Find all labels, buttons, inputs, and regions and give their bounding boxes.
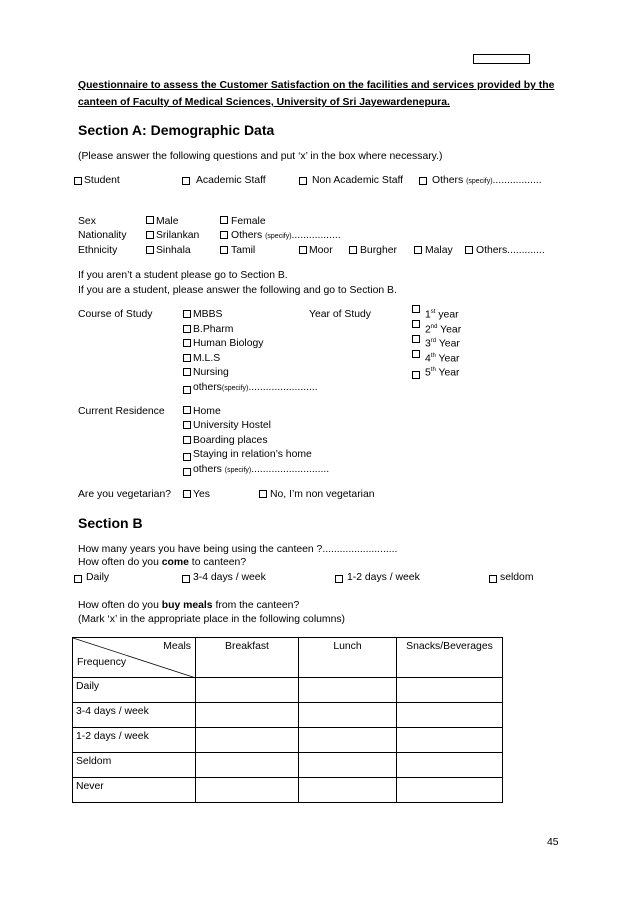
residence-others [193,464,329,475]
table-corner-cell [73,638,196,678]
page-number: 45 [547,837,559,848]
sex-female-checkbox[interactable] [220,216,228,224]
cell-12-lunch[interactable] [299,728,397,753]
sex-male-label: Male [156,216,179,227]
table-row [73,753,503,778]
course-mbbs-checkbox[interactable] [183,310,191,318]
course-nursing-label: Nursing [193,367,229,378]
cell-never-lunch[interactable] [299,778,397,803]
year-2-label: 2nd Year [425,324,462,336]
course-others-specify: (specify) [221,385,249,392]
course-humanbio-label: Human Biology [193,338,264,349]
veg-yes-label: Yes [193,489,210,500]
residence-home-checkbox[interactable] [183,406,191,414]
nationality-others [231,230,341,241]
cell-seldom-breakfast[interactable] [196,753,299,778]
sex-female-label: Female [231,216,266,227]
cell-34-lunch[interactable] [299,703,397,728]
ethnicity-label: Ethnicity [78,245,118,256]
role-student-label: Student [84,175,120,186]
cell-12-breakfast[interactable] [196,728,299,753]
corner-frequency-label: Frequency [77,657,127,668]
course-bpharm-checkbox[interactable] [183,325,191,333]
nationality-srilankan-label: Srilankan [156,230,200,241]
residence-home-label: Home [193,406,221,417]
course-nursing-checkbox[interactable] [183,368,191,376]
id-box[interactable] [473,54,530,64]
veg-no-checkbox[interactable] [259,490,267,498]
year-5-label: 5th Year [425,367,460,379]
title-line-2: canteen of Faculty of Medical Sciences, University of Sri Jayewardenepura. [78,97,450,108]
cell-seldom-snacks[interactable] [397,753,503,778]
come-daily-checkbox[interactable] [74,575,82,583]
section-a-instruction: (Please answer the following questions and put ‘x’ in the box where necessary.) [78,151,443,162]
come-34-checkbox[interactable] [182,575,190,583]
cell-34-snacks[interactable] [397,703,503,728]
ethnicity-moor-checkbox[interactable] [299,246,307,254]
ethnicity-moor-label: Moor [309,245,333,256]
sex-label: Sex [78,216,96,227]
cell-seldom-lunch[interactable] [299,753,397,778]
year-1-checkbox[interactable] [412,305,420,313]
title-line-1: Questionnaire to assess the Customer Satisfaction on the facilities and services provided by the [78,80,555,91]
role-academic-label: Academic Staff [196,175,266,186]
role-others [432,175,542,186]
ethnicity-others-label: Others............. [476,245,545,256]
section-b-heading: Section B [78,515,143,531]
nationality-others-dots: ................. [291,230,341,241]
table-row [73,728,503,753]
note-non-student: If you aren’t a student please go to Section B. [78,270,288,281]
q-buy: How often do you buy meals from the canteen? [78,600,300,611]
cell-daily-snacks[interactable] [397,678,503,703]
year-label: Year of Study [309,309,372,320]
role-nonacademic-checkbox[interactable] [299,177,307,185]
residence-relation-label: Staying in relation’s home [193,449,312,460]
come-12-checkbox[interactable] [335,575,343,583]
year-5-checkbox[interactable] [412,371,420,379]
cell-daily-lunch[interactable] [299,678,397,703]
nationality-srilankan-checkbox[interactable] [146,231,154,239]
veg-yes-checkbox[interactable] [183,490,191,498]
residence-relation-checkbox[interactable] [183,453,191,461]
cell-never-breakfast[interactable] [196,778,299,803]
course-others-label: others [193,382,222,393]
row-label-34: 3-4 days / week [73,703,196,728]
residence-boarding-checkbox[interactable] [183,436,191,444]
role-student-checkbox[interactable] [74,177,82,185]
row-label-seldom: Seldom [73,753,196,778]
year-4-label: 4th Year [425,353,460,365]
come-34-label: 3-4 days / week [193,572,266,583]
year-4-checkbox[interactable] [412,350,420,358]
year-2-checkbox[interactable] [412,320,420,328]
nationality-label: Nationality [78,230,127,241]
ethnicity-burgher-checkbox[interactable] [349,246,357,254]
cell-34-breakfast[interactable] [196,703,299,728]
year-3-label: 3rd Year [425,338,460,350]
cell-never-snacks[interactable] [397,778,503,803]
residence-others-label: others [193,464,222,475]
role-nonacademic-label: Non Academic Staff [312,175,404,186]
course-mls-label: M.L.S [193,353,221,364]
cell-daily-breakfast[interactable] [196,678,299,703]
come-12-label: 1-2 days / week [347,572,420,583]
residence-hostel-label: University Hostel [193,420,271,431]
come-seldom-label: seldom [500,572,534,583]
residence-hostel-checkbox[interactable] [183,421,191,429]
course-others-dots: ........................ [248,382,318,393]
nationality-others-label: Others [231,230,263,241]
veg-question: Are you vegetarian? [78,489,171,500]
sex-male-checkbox[interactable] [146,216,154,224]
role-others-checkbox[interactable] [419,177,427,185]
col-header-breakfast: Breakfast [196,638,299,678]
ethnicity-others-checkbox[interactable] [465,246,473,254]
ethnicity-burgher-label: Burgher [360,245,397,256]
course-mbbs-label: MBBS [193,309,223,320]
course-mls-checkbox[interactable] [183,354,191,362]
residence-boarding-label: Boarding places [193,435,268,446]
ethnicity-sinhala-label: Sinhala [156,245,191,256]
row-label-12: 1-2 days / week [73,728,196,753]
ethnicity-malay-label: Malay [425,245,453,256]
role-academic-checkbox[interactable] [182,177,190,185]
ethnicity-sinhala-checkbox[interactable] [146,246,154,254]
table-row [73,778,503,803]
ethnicity-malay-checkbox[interactable] [414,246,422,254]
row-label-daily: Daily [73,678,196,703]
row-label-never: Never [73,778,196,803]
come-daily-label: Daily [86,572,110,583]
veg-no-label: No, I’m non vegetarian [270,489,375,500]
table-row [73,678,503,703]
residence-others-specify: (specify) [224,467,252,474]
course-humanbio-checkbox[interactable] [183,339,191,347]
q-years: How many years you have being using the canteen ?.......................... [78,544,398,555]
q-buy-note: (Mark ‘x’ in the appropriate place in the following columns) [78,614,346,625]
ethnicity-tamil-label: Tamil [231,245,256,256]
ethnicity-tamil-checkbox[interactable] [220,246,228,254]
col-header-lunch: Lunch [299,638,397,678]
table-row [73,703,503,728]
corner-meals-label: Meals [163,641,191,652]
residence-others-dots: ........................... [251,464,330,475]
course-bpharm-label: B.Pharm [193,324,234,335]
q-come: How often do you come to canteen? [78,557,247,568]
year-1-label: 1st year [425,309,459,321]
role-others-label: Others [432,175,464,186]
year-3-checkbox[interactable] [412,335,420,343]
cell-12-snacks[interactable] [397,728,503,753]
residence-label: Current Residence [78,406,165,417]
role-others-specify: (specify) [466,178,493,185]
note-student: If you are a student, please answer the following and go to Section B. [78,285,397,296]
section-a-heading: Section A: Demographic Data [78,122,275,138]
col-header-snacks: Snacks/Beverages [397,638,503,678]
nationality-others-specify: (specify) [265,233,292,240]
frequency-table [72,637,503,803]
come-seldom-checkbox[interactable] [489,575,497,583]
course-label: Course of Study [78,309,153,320]
residence-others-checkbox[interactable] [183,468,191,476]
nationality-others-checkbox[interactable] [220,231,228,239]
course-others-checkbox[interactable] [183,386,191,394]
role-others-dots: ................. [492,175,542,186]
course-others [193,382,318,393]
